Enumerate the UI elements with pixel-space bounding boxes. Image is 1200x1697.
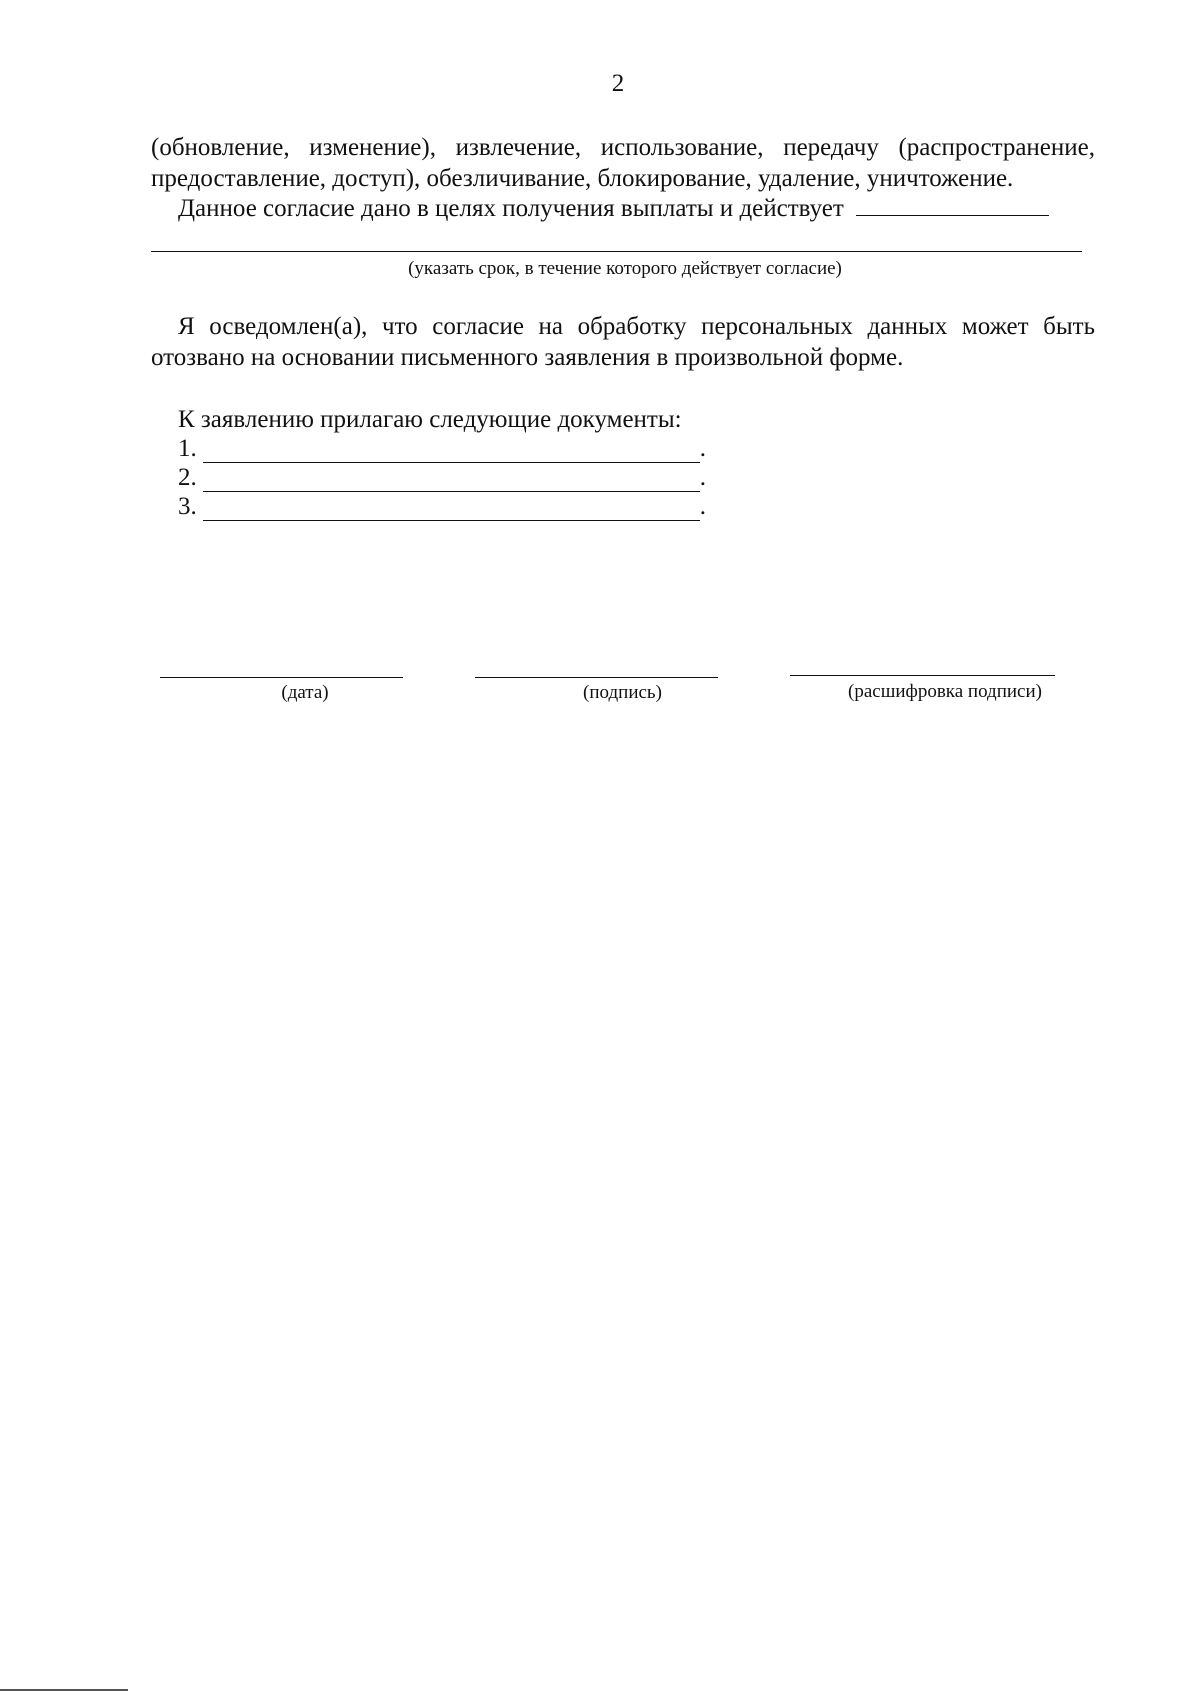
date-caption: (дата)	[281, 682, 329, 703]
attachment-blank-1[interactable]	[203, 440, 700, 463]
attachment-blank-3[interactable]	[203, 498, 700, 521]
attachment-item-2	[178, 464, 706, 492]
attachments-heading: К заявлению прилагаю следующие документы:	[178, 406, 682, 433]
attachment-number: 3.	[178, 493, 197, 520]
signature-blank-line[interactable]	[475, 677, 718, 678]
attachment-item-1	[178, 435, 706, 463]
processing-actions-line-2: предоставление, доступ), обезличивание, блокирование, удаление, уничтожение.	[151, 165, 1014, 192]
attachment-end: .	[699, 435, 706, 462]
attachment-number: 2.	[178, 464, 197, 491]
page-number: 2	[611, 70, 625, 97]
processing-actions-line-1: (обновление, изменение), извлечение, использование, передачу (распространение,	[151, 134, 1095, 161]
attachment-number: 1.	[178, 435, 197, 462]
consent-purpose-line	[178, 195, 1095, 223]
consent-term-caption: (указать срок, в течение которого действует согласие)	[408, 258, 842, 279]
revocation-line-2: отозвано на основании письменного заявления в произвольной форме.	[151, 344, 904, 371]
consent-purpose-text: Данное согласие дано в целях получения выплаты и действует	[178, 195, 844, 222]
date-blank-line[interactable]	[160, 677, 403, 678]
attachment-item-3	[178, 493, 706, 521]
scan-edge-mark	[0, 1689, 128, 1691]
name-blank-line[interactable]	[790, 675, 1055, 676]
signature-caption: (подпись)	[583, 682, 662, 703]
revocation-line-1: Я осведомлен(а), что согласие на обработку персональных данных может быть	[178, 313, 1095, 340]
consent-term-blank-start[interactable]	[856, 215, 1049, 216]
name-caption: (расшифровка подписи)	[848, 681, 1042, 702]
attachment-end: .	[699, 464, 706, 491]
attachment-end: .	[699, 493, 706, 520]
consent-term-blank-line[interactable]	[151, 251, 1082, 252]
attachment-blank-2[interactable]	[203, 469, 700, 492]
